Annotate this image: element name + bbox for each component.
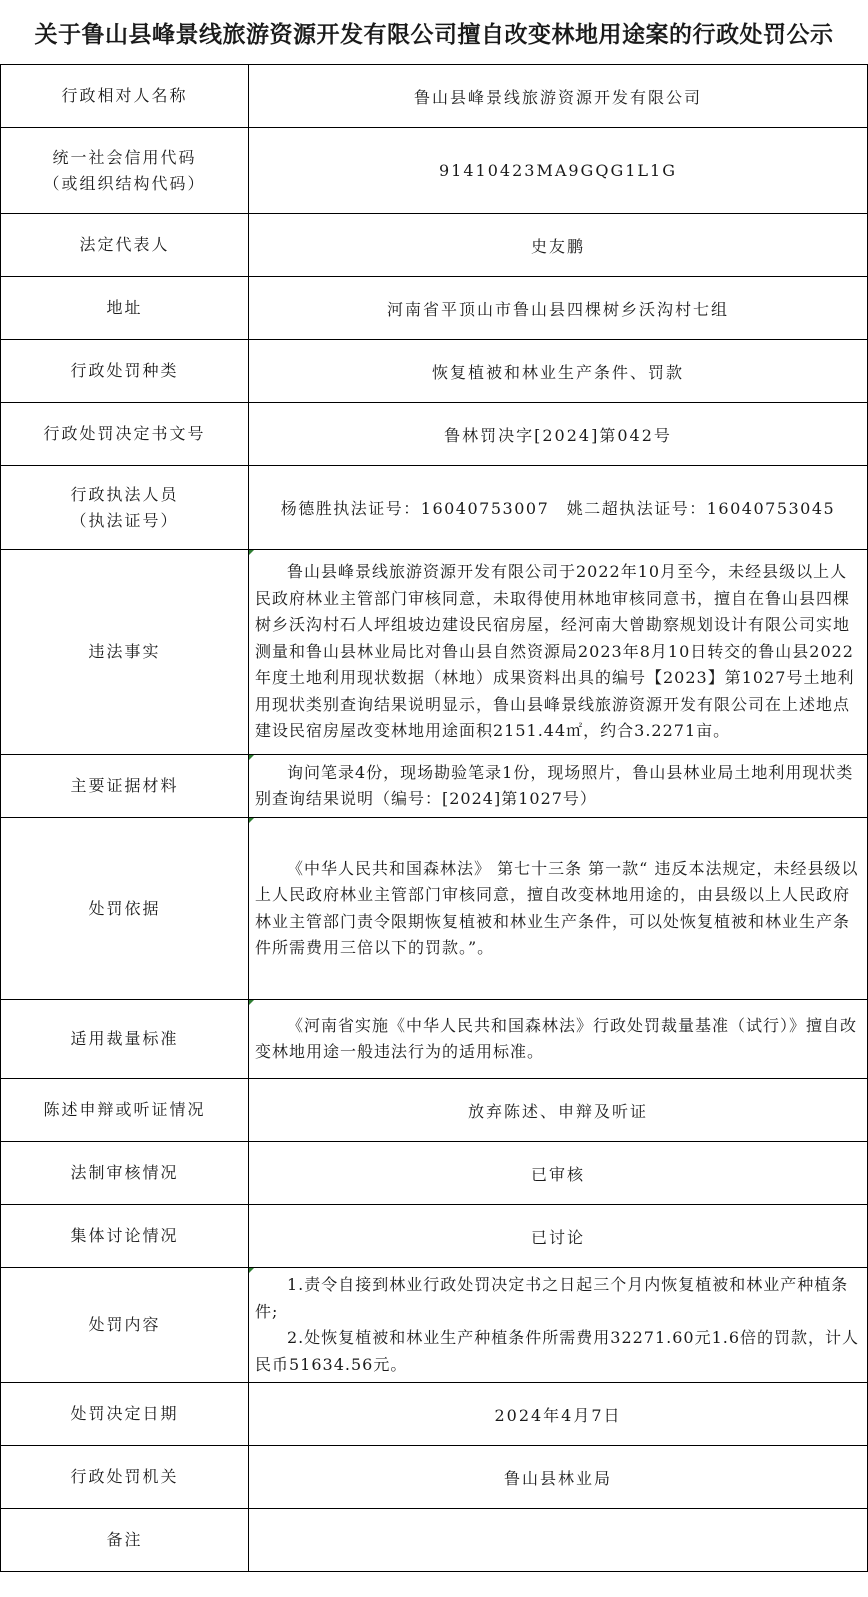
standard-label: 适用裁量标准 xyxy=(1,1000,249,1079)
basis-text: 《中华人民共和国森林法》 第七十三条 第一款“ 违反本法规定，未经县级以上人民政府林业主管部门审核同意，擅自改变林地用途的，由县级以上人民政府林业主管部门责令限期恢复植被和林业生产条件，可以处恢复植被和林业生产条件所需费用三倍以下的罚款。”。 xyxy=(255,858,859,957)
credit-code-label xyxy=(1,128,249,214)
table-row xyxy=(1,65,868,128)
legal-rep-value: 史友鹏 xyxy=(249,214,868,277)
page-title: 关于鲁山县峰景线旅游资源开发有限公司擅自改变林地用途案的行政处罚公示 xyxy=(34,20,834,48)
evidence-value xyxy=(249,755,868,818)
standard-value xyxy=(249,1000,868,1079)
table-row xyxy=(1,1205,868,1268)
decision-no-label: 行政处罚决定书文号 xyxy=(1,403,249,466)
officers-label xyxy=(1,466,249,550)
table-row xyxy=(1,466,868,550)
facts-text: 鲁山县峰景线旅游资源开发有限公司于2022年10月至今，未经县级以上人民政府林业主管部门审核同意，未取得使用林地审核同意书，擅自在鲁山县四棵树乡沃沟村石人坪组坡边建设民宿房屋，经河南大曾勘察规划设计有限公司实地测量和鲁山县林业局比对鲁山县自然资源局2023年8月10日转交的鲁山县2022年度土地利用现状数据（林地）成果资料出具的编号【2023】第1027号土地利用现状类别查询结果说明显示，鲁山县峰景线旅游资源开发有限公司在上述地点建设民宿房屋改变林地用途面积2151.44㎡，约合3.2271亩。 xyxy=(255,562,855,741)
content-label: 处罚内容 xyxy=(1,1268,249,1383)
table-row xyxy=(1,1509,868,1572)
table-row xyxy=(1,277,868,340)
discussion-label: 集体讨论情况 xyxy=(1,1205,249,1268)
credit-code-label-line1: 统一社会信用代码 xyxy=(52,147,197,167)
table-row xyxy=(1,1142,868,1205)
basis-value xyxy=(249,818,868,1000)
content-item-1: 1.责令自接到林业行政处罚决定书之日起三个月内恢复植被和林业产种植条件; xyxy=(255,1275,849,1321)
table-row xyxy=(1,550,868,755)
table-row xyxy=(1,1383,868,1446)
statement-value: 放弃陈述、申辩及听证 xyxy=(249,1079,868,1142)
content-item-2: 2.处恢复植被和林业生产种植条件所需费用32271.60元1.6倍的罚款，计人民币51634.56元。 xyxy=(255,1328,860,1374)
party-value: 鲁山县峰景线旅游资源开发有限公司 xyxy=(249,65,868,128)
table-row xyxy=(1,1268,868,1383)
remarks-value xyxy=(249,1509,868,1572)
penalty-type-value: 恢复植被和林业生产条件、罚款 xyxy=(249,340,868,403)
basis-label: 处罚依据 xyxy=(1,818,249,1000)
evidence-label: 主要证据材料 xyxy=(1,755,249,818)
decision-date-label: 处罚决定日期 xyxy=(1,1383,249,1446)
facts-value xyxy=(249,550,868,755)
authority-label: 行政处罚机关 xyxy=(1,1446,249,1509)
legal-rep-label: 法定代表人 xyxy=(1,214,249,277)
statement-label: 陈述申辩或听证情况 xyxy=(1,1079,249,1142)
table-row xyxy=(1,1079,868,1142)
content-value xyxy=(249,1268,868,1383)
decision-no-value: 鲁林罚决字[2024]第042号 xyxy=(249,403,868,466)
evidence-text: 询问笔录4份，现场勘验笔录1份，现场照片，鲁山县林业局土地利用现状类别查询结果说明（编号：[2024]第1027号） xyxy=(255,762,854,808)
credit-code-value: 91410423MA9GQG1L1G xyxy=(249,128,868,214)
remarks-label: 备注 xyxy=(1,1509,249,1572)
officers-label-line2: （执法证号） xyxy=(70,510,179,530)
authority-value: 鲁山县林业局 xyxy=(249,1446,868,1509)
legal-review-value: 已审核 xyxy=(249,1142,868,1205)
legal-review-label: 法制审核情况 xyxy=(1,1142,249,1205)
standard-text: 《河南省实施《中华人民共和国森林法》行政处罚裁量基准（试行）》擅自改变林地用途一般违法行为的适用标准。 xyxy=(255,1015,858,1061)
table-row xyxy=(1,128,868,214)
table-row xyxy=(1,1446,868,1509)
table-row xyxy=(1,818,868,1000)
table-row xyxy=(1,340,868,403)
credit-code-label-line2: （或组织结构代码） xyxy=(43,173,206,193)
facts-label: 违法事实 xyxy=(1,550,249,755)
table-row xyxy=(1,403,868,466)
address-label: 地址 xyxy=(1,277,249,340)
officers-label-line1: 行政执法人员 xyxy=(70,484,179,504)
discussion-value: 已讨论 xyxy=(249,1205,868,1268)
address-value: 河南省平顶山市鲁山县四棵树乡沃沟村七组 xyxy=(249,277,868,340)
table-row xyxy=(1,755,868,818)
officers-value: 杨德胜执法证号：16040753007 姚二超执法证号：16040753045 xyxy=(249,466,868,550)
party-label: 行政相对人名称 xyxy=(1,65,249,128)
table-row xyxy=(1,214,868,277)
penalty-disclosure-table xyxy=(0,64,868,1572)
penalty-type-label: 行政处罚种类 xyxy=(1,340,249,403)
decision-date-value: 2024年4月7日 xyxy=(249,1383,868,1446)
table-row xyxy=(1,1000,868,1079)
